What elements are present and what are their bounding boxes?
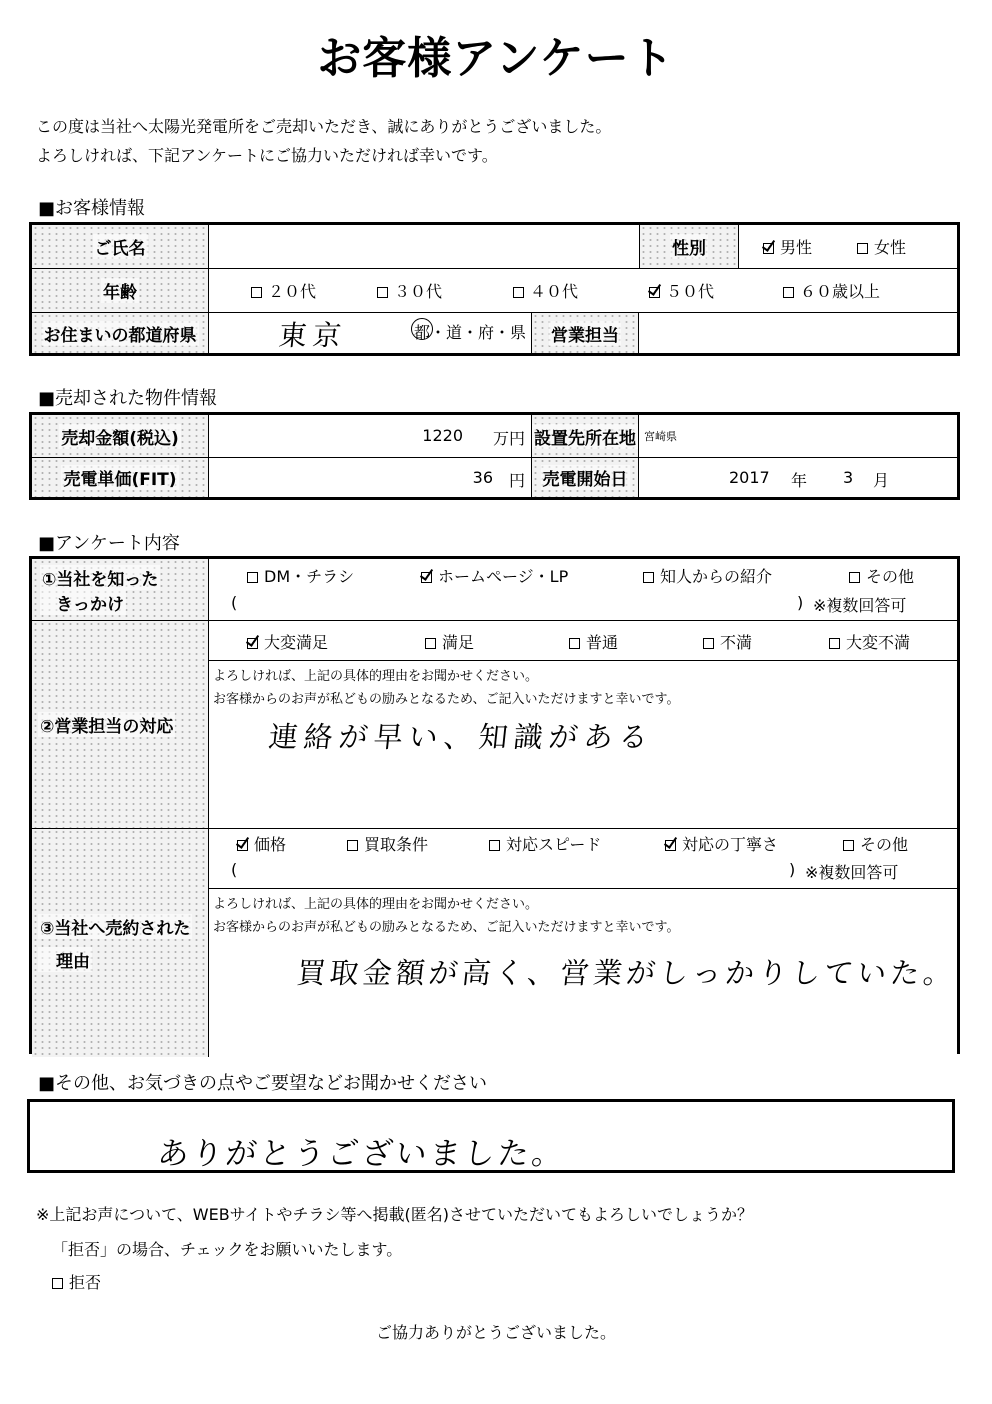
q3-paren-close: ) bbox=[789, 860, 796, 879]
q2-very-satisfied-option[interactable]: 大変満足 bbox=[247, 630, 328, 653]
q1-label-cell bbox=[32, 559, 209, 621]
gender-label-cell bbox=[639, 225, 739, 269]
q3-multi-note: ※複数回答可 bbox=[805, 863, 899, 882]
q3-courtesy-option[interactable]: 対応の丁寧さ bbox=[665, 832, 778, 855]
refuse-option[interactable] bbox=[52, 1270, 101, 1293]
q2-satisfied-option[interactable]: 満足 bbox=[425, 630, 474, 653]
refuse-checkbox[interactable] bbox=[52, 1278, 63, 1289]
q3-price-option[interactable]: 価格 bbox=[237, 832, 286, 855]
gender-female-option[interactable]: 女性 bbox=[857, 235, 906, 258]
q3-options bbox=[209, 829, 957, 889]
q3-label-line2: 理由 bbox=[38, 947, 92, 972]
price-unit: 万円 bbox=[492, 429, 525, 448]
section-survey-heading: ■アンケート内容 bbox=[38, 533, 180, 554]
price-label: 売却金額(税込) bbox=[59, 424, 181, 449]
q3-label-cell bbox=[32, 829, 209, 1057]
gender-label: 性別 bbox=[670, 234, 708, 259]
year-unit: 年 bbox=[791, 471, 808, 490]
age-40s-checkbox[interactable] bbox=[513, 287, 524, 298]
q1-paren-open: ( bbox=[231, 593, 238, 612]
q1-referral-checkbox[interactable] bbox=[643, 572, 654, 583]
q2-very-satisfied-checkbox[interactable] bbox=[247, 638, 258, 649]
thanks-text: ご協力ありがとうございました。 bbox=[375, 1323, 616, 1342]
q1-other-checkbox[interactable] bbox=[849, 572, 860, 583]
start-year: 2017 bbox=[729, 468, 770, 487]
location-value: 宮崎県 bbox=[644, 430, 677, 443]
q1-referral-option[interactable]: 知人からの紹介 bbox=[643, 564, 772, 587]
fit-label-cell bbox=[32, 458, 209, 497]
q3-answer: 買取金額が高く、営業がしっかりしていた。 bbox=[295, 956, 959, 990]
pref-label-cell bbox=[32, 313, 209, 353]
name-label-cell bbox=[32, 225, 209, 269]
q3-terms-checkbox[interactable] bbox=[347, 840, 358, 851]
age-label-cell bbox=[32, 269, 209, 313]
pref-input[interactable] bbox=[209, 313, 531, 353]
section-other-heading: ■その他、お気づきの点やご要望などお聞かせください bbox=[38, 1073, 488, 1094]
month-unit: 月 bbox=[873, 471, 890, 490]
section-customer-heading: ■お客様情報 bbox=[38, 198, 146, 219]
q1-dm-checkbox[interactable] bbox=[247, 572, 258, 583]
age-label: 年齢 bbox=[101, 278, 139, 303]
page-title: お客様アンケート bbox=[317, 33, 675, 84]
q2-prompt-2: お客様からのお声が私どもの励みとなるため、ご記入いただけますと幸いです。 bbox=[213, 692, 680, 707]
location-label-cell bbox=[531, 415, 639, 458]
price-input[interactable] bbox=[209, 415, 531, 458]
age-20s-option[interactable]: ２０代 bbox=[251, 279, 316, 302]
age-50s-checkbox[interactable] bbox=[649, 287, 660, 298]
q1-other-option[interactable]: その他 bbox=[849, 564, 914, 587]
intro-line-1: この度は当社へ太陽光発電所をご売却いただき、誠にありがとうございました。 bbox=[36, 117, 612, 136]
q1-options bbox=[209, 559, 957, 621]
fit-unit: 円 bbox=[508, 471, 525, 490]
q1-other-input[interactable] bbox=[241, 591, 791, 613]
q2-reason-box[interactable] bbox=[209, 661, 957, 829]
name-input[interactable] bbox=[209, 225, 639, 269]
q3-other-option[interactable]: その他 bbox=[843, 832, 908, 855]
q3-courtesy-checkbox[interactable] bbox=[665, 840, 676, 851]
q1-paren-close: ) bbox=[797, 593, 804, 612]
age-30s-checkbox[interactable] bbox=[377, 287, 388, 298]
q2-satisfied-checkbox[interactable] bbox=[425, 638, 436, 649]
gender-male-checkbox[interactable] bbox=[763, 243, 774, 254]
fit-value: 36 bbox=[472, 468, 493, 487]
q1-dm-option[interactable]: DM・チラシ bbox=[247, 564, 354, 587]
q1-label-line2: きっかけ bbox=[40, 590, 126, 615]
age-20s-checkbox[interactable] bbox=[251, 287, 262, 298]
sales-label: 営業担当 bbox=[549, 321, 621, 346]
q3-prompt-1: よろしければ、上記の具体的理由をお聞かせください。 bbox=[213, 897, 539, 912]
gender-male-option[interactable]: 男性 bbox=[763, 235, 812, 258]
q2-prompt-1: よろしければ、上記の具体的理由をお聞かせください。 bbox=[213, 669, 539, 684]
q3-other-input[interactable] bbox=[241, 858, 781, 880]
age-60plus-checkbox[interactable] bbox=[783, 287, 794, 298]
q3-speed-option[interactable]: 対応スピード bbox=[489, 832, 601, 855]
footer-note-1: ※上記お声について、WEBサイトやチラシ等へ掲載(匿名)させていただいてもよろしいでしょうか？ bbox=[36, 1205, 754, 1224]
start-label-cell bbox=[531, 458, 639, 497]
age-40s-option[interactable]: ４０代 bbox=[513, 279, 578, 302]
q2-very-dissatisfied-option[interactable]: 大変不満 bbox=[829, 630, 910, 653]
q3-price-checkbox[interactable] bbox=[237, 840, 248, 851]
gender-female-checkbox[interactable] bbox=[857, 243, 868, 254]
survey-table bbox=[29, 556, 960, 1054]
q2-normal-option[interactable]: 普通 bbox=[569, 630, 618, 653]
q1-multi-note: ※複数回答可 bbox=[813, 596, 907, 615]
name-label: ご氏名 bbox=[93, 234, 148, 259]
q2-normal-checkbox[interactable] bbox=[569, 638, 580, 649]
start-month: 3 bbox=[843, 468, 854, 487]
q2-dissatisfied-checkbox[interactable] bbox=[703, 638, 714, 649]
pref-value: 東京 bbox=[277, 319, 349, 352]
property-info-table bbox=[29, 412, 960, 500]
gender-options bbox=[739, 225, 957, 269]
refuse-label: 拒否 bbox=[69, 1273, 102, 1292]
price-value: 1220 bbox=[422, 426, 463, 445]
intro-line-2: よろしければ、下記アンケートにご協力いただければ幸いです。 bbox=[36, 146, 498, 165]
age-options bbox=[209, 269, 957, 313]
location-input[interactable] bbox=[639, 415, 957, 458]
pref-suffix: 都・道・府・県 bbox=[414, 323, 527, 342]
q3-reason-box[interactable] bbox=[209, 889, 957, 1057]
age-60plus-option[interactable]: ６０歳以上 bbox=[783, 279, 880, 302]
age-50s-option[interactable]: ５０代 bbox=[649, 279, 714, 302]
other-answer: ありがとうございました。 bbox=[155, 1136, 568, 1172]
start-input[interactable] bbox=[639, 458, 957, 497]
fit-input[interactable] bbox=[209, 458, 531, 497]
sales-input[interactable] bbox=[639, 313, 957, 353]
q2-answer: 連絡が早い、知識がある bbox=[267, 720, 656, 754]
q3-speed-checkbox[interactable] bbox=[489, 840, 500, 851]
q2-label-cell bbox=[32, 621, 209, 829]
price-label-cell bbox=[32, 415, 209, 458]
fit-label: 売電単価(FIT) bbox=[61, 465, 178, 490]
start-label: 売電開始日 bbox=[541, 465, 630, 490]
q3-terms-option[interactable]: 買取条件 bbox=[347, 832, 428, 855]
sales-label-cell bbox=[531, 313, 639, 353]
q2-label: ②営業担当の対応 bbox=[38, 712, 175, 737]
q1-homepage-option[interactable]: ホームページ・LP bbox=[421, 564, 568, 587]
q3-paren-open: ( bbox=[231, 860, 238, 879]
q2-dissatisfied-option[interactable]: 不満 bbox=[703, 630, 752, 653]
pref-label: お住まいの都道府県 bbox=[42, 321, 199, 346]
q3-label-line1: ③当社へ売約された bbox=[38, 914, 192, 939]
customer-info-table bbox=[29, 222, 960, 356]
q1-label-line1: ①当社を知った bbox=[40, 565, 160, 590]
age-30s-option[interactable]: ３０代 bbox=[377, 279, 442, 302]
section-property-heading: ■売却された物件情報 bbox=[38, 388, 218, 409]
q1-homepage-checkbox[interactable] bbox=[421, 572, 432, 583]
q2-options bbox=[209, 621, 957, 661]
location-label: 設置先所在地 bbox=[532, 424, 638, 449]
q3-prompt-2: お客様からのお声が私どもの励みとなるため、ご記入いただけますと幸いです。 bbox=[213, 920, 680, 935]
other-comments-box[interactable] bbox=[27, 1099, 955, 1173]
footer-note-2: 「拒否」の場合、チェックをお願いいたします。 bbox=[52, 1240, 403, 1259]
q2-very-dissatisfied-checkbox[interactable] bbox=[829, 638, 840, 649]
q3-other-checkbox[interactable] bbox=[843, 840, 854, 851]
